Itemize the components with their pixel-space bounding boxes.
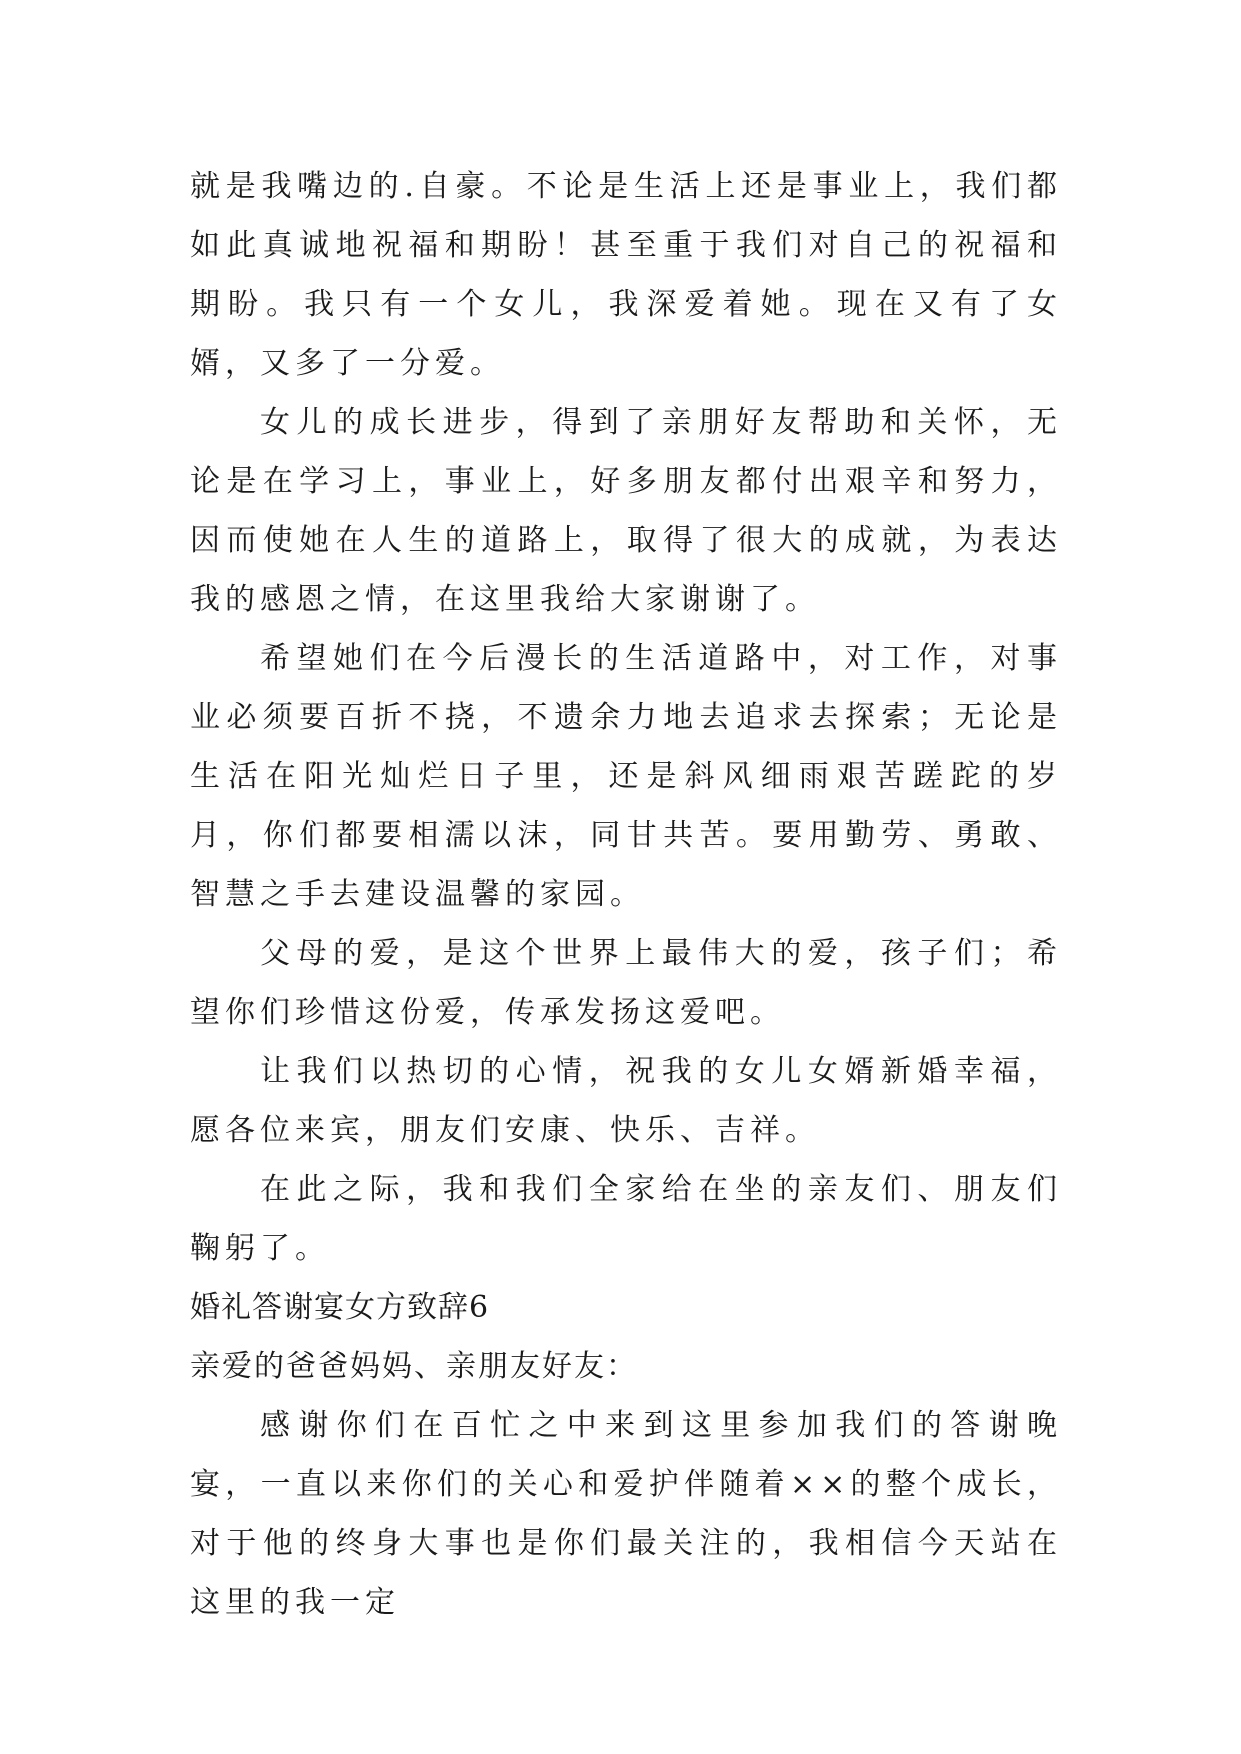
paragraph-parents-love: 父母的爱，是这个世界上最伟大的爱，孩子们；希望你们珍惜这份爱，传承发扬这爱吧。 xyxy=(190,936,1062,1030)
paragraph-wishes: 希望她们在今后漫长的生活道路中，对工作，对事业必须要百折不挠，不遗余力地去追求去探索；无论是生活在阳光灿烂日子里，还是斜风细雨艰苦蹉跎的岁月，你们都要相濡以沫，同甘共苦。要用勤劳、勇敢、智慧之手去建设温馨的家园。 xyxy=(190,641,1062,912)
paragraph-thanks: 感谢你们在百忙之中来到这里参加我们的答谢晚宴，一直以来你们的关心和爱护伴随着××的整个成长，对于他的终身大事也是你们最关注的，我相信今天站在这里的我一定 xyxy=(190,1408,1062,1620)
paragraph-gratitude: 女儿的成长进步，得到了亲朋好友帮助和关怀，无论是在学习上，事业上，好多朋友都付出艰辛和努力，因而使她在人生的道路上，取得了很大的成就，为表达我的感恩之情，在这里我给大家谢谢了。 xyxy=(190,405,1062,617)
document-page xyxy=(190,157,1062,1632)
section-title: 婚礼答谢宴女方致辞6 xyxy=(190,1290,490,1325)
paragraph-continuation: 就是我嘴边的.自豪。不论是生活上还是事业上，我们都如此真诚地祝福和期盼！甚至重于我们对自己的祝福和期盼。我只有一个女儿，我深爱着她。现在又有了女婿，又多了一分爱。 xyxy=(190,169,1062,381)
salutation: 亲爱的爸爸妈妈、亲朋友好友： xyxy=(190,1349,638,1384)
paragraph-bow: 在此之际，我和我们全家给在坐的亲友们、朋友们鞠躬了。 xyxy=(190,1172,1062,1266)
paragraph-blessing: 让我们以热切的心情，祝我的女儿女婿新婚幸福，愿各位来宾，朋友们安康、快乐、吉祥。 xyxy=(190,1054,1062,1148)
